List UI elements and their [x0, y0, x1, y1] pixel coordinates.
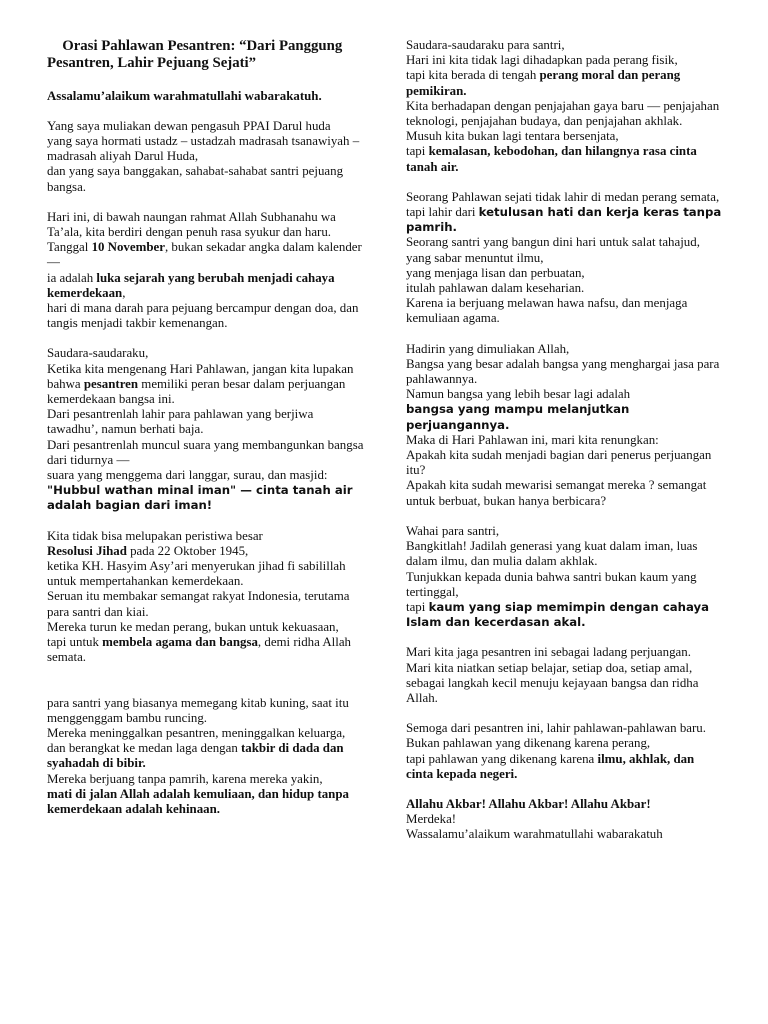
call-to-action-paragraph — [406, 524, 722, 630]
text-run: tapi lahir dari — [406, 205, 479, 220]
text-line: Semoga dari pesantren ini, lahir pahlawan-pahlawan baru. — [406, 721, 706, 736]
text-line: Dari pesantrenlah lahir para pahlawan yang berjiwa tawadhu’, namun berhati baja. — [47, 407, 314, 437]
text-line: Tunjukkan kepada dunia bahwa santri bukan kaum yang tertinggal, — [406, 569, 697, 599]
text-line: Seorang santri yang bangun dini hari untuk salat tahajud, — [406, 235, 700, 250]
text-run: memiliki peran besar dalam perjuangan kemerdekaan bangsa ini. — [47, 376, 346, 407]
bold-text: Resolusi Jihad — [47, 543, 127, 558]
text-line: Saudara-saudaraku, — [47, 346, 149, 361]
text-line: dan yang saya banggakan, sahabat-sahabat santri pejuang bangsa. — [47, 164, 344, 194]
closing-paragraph — [406, 797, 722, 843]
text-line — [47, 544, 365, 559]
text-line — [406, 600, 722, 630]
opening-paragraph — [47, 210, 365, 332]
bold-text: mati di jalan Allah adalah kemuliaan, dan hidup tanpa kemerdekaan adalah kehinaan. — [47, 786, 349, 816]
text-run: , bukan sekadar angka dalam kalender — — [47, 240, 362, 270]
hope-paragraph — [406, 721, 722, 782]
closing-greeting: Wassalamu’alaikum warahmatullahi wabarakatuh — [406, 827, 663, 842]
text-line: Mereka turun ke medan perang, bukan untuk kekuasaan, — [47, 619, 339, 634]
text-line: ketika KH. Hasyim Asy’ari menyerukan jihad fi sabilillah untuk mempertahankan kemerdekaan. — [47, 559, 346, 589]
resolusi-jihad-paragraph — [47, 529, 365, 666]
bold-text: ilmu, akhlak, dan cinta kepada negeri. — [406, 751, 695, 781]
text-line: para santri yang biasanya memegang kitab kuning, saat itu menggenggam bambu runcing. — [47, 695, 349, 725]
text-line: Kita berhadapan dengan penjajahan gaya baru — penjajahan teknologi, penjajahan budaya, dan penjajahan akhlak. — [406, 98, 720, 129]
opening-greeting: Assalamu’alaikum warahmatullahi wabarakatuh. — [47, 88, 322, 103]
text-run: tapi — [406, 144, 429, 159]
salutation-paragraph — [47, 119, 365, 195]
text-run: tapi untuk — [47, 635, 103, 650]
text-line — [47, 362, 365, 408]
text-line: Mari kita jaga pesantren ini sebagai ladang perjuangan. — [406, 645, 691, 660]
text-line: Yang saya muliakan dewan pengasuh PPAI Darul huda — [47, 118, 331, 133]
text-line — [47, 741, 365, 771]
text-line: Musuh kita bukan lagi tentara bersenjata, — [406, 129, 619, 144]
text-line: Seorang Pahlawan sejati tidak lahir di medan perang semata, — [406, 189, 720, 204]
bold-text: 10 November — [91, 240, 165, 255]
text-line: yang sabar menuntut ilmu, — [406, 250, 544, 265]
text-line — [47, 271, 365, 301]
text-line: Hari ini, di bawah naungan rahmat Allah Subhanahu wa Ta’ala, kita berdiri dengan penuh rasa syukur dan haru. — [47, 209, 336, 240]
right-column — [406, 38, 722, 858]
text-line: Karena ia berjuang melawan hawa nafsu, dan menjaga kemuliaan agama. — [406, 296, 688, 326]
text-line — [47, 635, 365, 665]
santri-struggle-paragraph — [47, 696, 365, 818]
text-line — [406, 144, 722, 174]
text-line: Saudara-saudaraku para santri, — [406, 38, 565, 52]
true-hero-paragraph — [406, 190, 722, 327]
bold-text: perang moral dan perang pemikiran. — [406, 68, 681, 98]
text-line: yang menjaga lisan dan perbuatan, — [406, 265, 585, 280]
text-line: hari di mana darah para pejuang bercampur dengan doa, dan tangis menjadi takbir kemenangan. — [47, 301, 359, 331]
text-run: , — [122, 285, 126, 300]
text-line: suara yang menggema dari langgar, surau, dan masjid: — [47, 468, 328, 483]
text-line: Wahai para santri, — [406, 523, 500, 538]
text-run: pada 22 Oktober 1945, — [126, 543, 249, 558]
text-line: Namun bangsa yang lebih besar lagi adalah — [406, 387, 631, 402]
text-line: Bangkitlah! Jadilah generasi yang kuat dalam iman, luas dalam ilmu, dan mulia dalam akhlak. — [406, 539, 698, 569]
text-line — [47, 240, 365, 270]
text-line — [406, 752, 722, 782]
text-run: tapi pahlawan yang dikenang karena — [406, 751, 598, 766]
bold-text: kemalasan, kebodohan, dan hilangnya rasa cinta tanah air. — [406, 144, 697, 174]
text-line: Hari ini kita tidak lagi dihadapkan pada perang fisik, — [406, 53, 678, 68]
text-line: Mari kita niatkan setiap belajar, setiap doa, setiap amal, — [406, 660, 693, 675]
reflection-paragraph — [406, 342, 722, 509]
text-line: Bangsa yang besar adalah bangsa yang menghargai jasa para pahlawannya. — [406, 356, 720, 387]
bold-text: bangsa yang mampu melanjutkan perjuangannya. — [406, 402, 630, 432]
text-line: sebagai langkah kecil menuju kejayaan bangsa dan ridha Allah. — [406, 675, 699, 705]
slogan-quote: "Hubbul wathan minal iman" — cinta tanah air adalah bagian dari iman! — [47, 483, 353, 513]
bold-text: kaum yang siap memimpin dengan cahaya Islam dan kecerdasan akal. — [406, 599, 709, 630]
bold-text: takbir di dada dan syahadah di bibir. — [47, 741, 344, 771]
text-line: Bukan pahlawan yang dikenang karena perang, — [406, 736, 651, 751]
text-line — [406, 205, 722, 235]
text-line: Hadirin yang dimuliakan Allah, — [406, 341, 570, 356]
text-line: Merdeka! — [406, 812, 457, 827]
bold-text: ketulusan hati dan kerja keras tanpa pamrih. — [406, 205, 722, 235]
text-line — [406, 68, 722, 98]
text-line: Apakah kita sudah mewarisi semangat mereka ? semangat untuk berbuat, bukan hanya berbicara? — [406, 478, 707, 508]
text-run: tapi kita berada di tengah — [406, 68, 540, 83]
text-run: Ketika kita mengenang Hari Pahlawan, jangan kita lupakan bahwa — [47, 361, 354, 391]
text-line: Apakah kita sudah menjadi bagian dari penerus perjuangan itu? — [406, 448, 712, 478]
text-run: , demi ridha Allah semata. — [47, 635, 352, 665]
text-line: Dari pesantrenlah muncul suara yang membangunkan bangsa dari tidurnya — — [47, 437, 364, 467]
text-line: Seruan itu membakar semangat rakyat Indonesia, terutama para santri dan kiai. — [47, 589, 350, 619]
text-line: Kita tidak bisa melupakan peristiwa besar — [47, 528, 263, 543]
text-line: Maka di Hari Pahlawan ini, mari kita renungkan: — [406, 432, 659, 447]
takbir-line: Allahu Akbar! Allahu Akbar! Allahu Akbar! — [406, 796, 651, 811]
pesantren-field-paragraph — [406, 645, 722, 706]
text-line: Mereka berjuang tanpa pamrih, karena mereka yakin, — [47, 771, 323, 786]
bold-text: membela agama dan bangsa — [102, 635, 258, 650]
text-run: ia adalah — [47, 270, 97, 285]
text-line: yang saya hormati ustadz – ustadzah madrasah tsanawiyah – madrasah aliyah Darul Huda, — [47, 134, 360, 164]
text-run: tapi — [406, 599, 429, 614]
modern-struggle-paragraph — [406, 38, 722, 175]
document-title:   Orasi Pahlawan Pesantren: “Dari Panggung Pesantren, Lahir Pejuang Sejati” — [47, 38, 343, 72]
bold-text: pesantren — [83, 376, 139, 391]
text-run: Tanggal — [47, 240, 92, 255]
text-line: itulah pahlawan dalam keseharian. — [406, 281, 585, 296]
text-line: Mereka meninggalkan pesantren, meninggalkan keluarga, — [47, 725, 346, 740]
pesantren-paragraph — [47, 346, 365, 513]
text-run: dan berangkat ke medan laga dengan — [47, 741, 241, 756]
bold-text: luka sejarah yang berubah menjadi cahaya kemerdekaan — [47, 270, 335, 300]
left-column — [47, 38, 365, 832]
